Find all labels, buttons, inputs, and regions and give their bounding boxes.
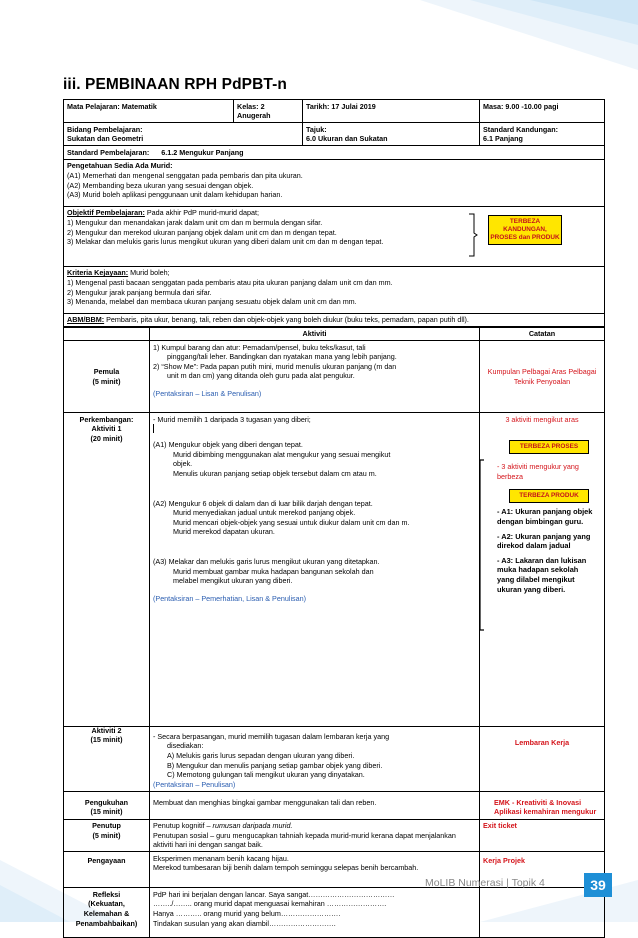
task-a1-title: (A1) Mengukur objek yang diberi dengan tepat.: [153, 440, 303, 450]
lesson-plan-document: [63, 99, 604, 938]
activity2-line: - Secara berpasangan, murid memilih tugasan dalam lembaran kerja yang: [153, 731, 390, 741]
development-note-levels: 3 aktiviti mengikut aras: [505, 414, 579, 424]
task-a3-line: Murid membuat gambar muka hadapan bangunan sekolah dan: [173, 566, 374, 576]
activities-table-continued: [63, 726, 605, 938]
closure-note: Exit ticket: [480, 819, 605, 852]
starter-line: unit m dan cm) yang ditanda oleh guru pada alat pengukur.: [167, 371, 355, 381]
closure-label: Penutup (5 minit): [64, 819, 150, 852]
task-a3-title: (A3) Melakar dan melukis garis lurus mengikut ukuran yang ditetapkan.: [153, 556, 380, 566]
materials-value: Pembaris, pita ukur, benang, tali, reben dan objek-objek yang boleh diukur (buku teks, pemadam, papan putih dll).: [104, 315, 469, 325]
development-bracket: [477, 459, 485, 631]
product-badge: TERBEZA PRODUK: [509, 489, 589, 503]
topic-cell: [303, 123, 480, 146]
product-item: - A3: Lakaran dan lukisan muka hadapan sekolah yang dilabel mengikut ukuran yang diberi.: [497, 555, 587, 594]
activity2-line: disediakan:: [167, 741, 204, 751]
development-intro: - Murid memilih 1 daripada 3 tugasan yang diberi;: [153, 414, 311, 424]
objective-item: 2) Mengukur dan merekod ukuran panjang objek dalam unit cm dan m dengan tepat.: [67, 227, 337, 237]
closure-social: Penutupan sosial – guru mengucapkan tahniah kepada murid-murid kerana dapat menjalankan aktiviti hari ini dengan sangat baik.: [153, 830, 456, 850]
learning-standard-cell: [64, 146, 605, 160]
objectives-heading: Objektif Pembelajaran:: [67, 208, 145, 218]
content-standard-cell: [480, 123, 605, 146]
page-number: 39: [584, 873, 612, 897]
activity2-line: C) Memotong gulungan tali mengikut ukuran yang dinyatakan.: [167, 770, 365, 780]
prior-knowledge-heading: Pengetahuan Sedia Ada Murid:: [67, 161, 173, 171]
enrichment-line: Eksperimen menanam benih kacang hijau.: [153, 853, 289, 863]
activity2-assessment: (Pentaksiran – Penulisan): [153, 779, 236, 789]
prior-knowledge-item: (A3) Murid boleh aplikasi penggunaan unit dalam kehidupan harian.: [67, 190, 283, 200]
starter-label: Pemula (5 minit): [64, 341, 150, 413]
learning-area-label: Bidang Pembelajaran:: [67, 124, 143, 134]
learning-standard-value: 6.1.2 Mengukur Panjang: [161, 147, 244, 157]
prior-knowledge-cell: [64, 159, 605, 206]
product-item: - A2: Ukuran panjang yang direkod dalam jadual: [497, 531, 591, 551]
reflection-line: Tindakan susulan yang akan diambil……………………….: [153, 918, 336, 928]
prior-knowledge-item: (A1) Memerhati dan mengenal senggatan pada pembaris dan pita ukuran.: [67, 171, 303, 181]
enrichment-note: Kerja Projek: [480, 852, 605, 888]
subject-cell: Mata Pelajaran: Matematik: [64, 100, 234, 123]
topic-value: 6.0 Ukuran dan Sukatan: [306, 134, 388, 144]
product-item: - A1: Ukuran panjang objek dengan bimbingan guru.: [497, 507, 593, 526]
starter-assessment: (Pentaksiran – Lisan & Penulisan): [153, 388, 262, 398]
closure-cognitive: Penutup kognitif –: [153, 821, 213, 831]
content-standard-label: Standard Kandungan:: [483, 124, 559, 134]
task-a2-line: Murid menyediakan jadual untuk merekod panjang objek.: [173, 508, 356, 518]
task-a1-line: Menulis ukuran panjang setiap objek tersebut dalam cm atau m.: [173, 468, 377, 478]
objectives-bracket: [468, 213, 478, 257]
starter-line: pinggang/tali leher. Bandingkan dan nyatakan mana yang lebih panjang.: [167, 352, 397, 362]
reflection-line: ……../…….. orang murid dapat menguasai kemahiran …………………….: [153, 899, 387, 909]
page-title: iii. PEMBINAAN RPH PdPBT-n: [63, 76, 287, 93]
success-criteria-item: 2) Mengukur jarak panjang bermula dari sifar.: [67, 287, 212, 297]
objective-item: 1) Mengukur dan menandakan jarak dalam unit cm dan m bermula dengan sifar.: [67, 217, 323, 227]
materials-label: ABM/BBM:: [67, 315, 105, 325]
date-cell: Tarikh: 17 Julai 2019: [303, 100, 480, 123]
activity2-line: B) Mengukur dan menulis panjang setiap gambar objek yang diberi.: [167, 760, 383, 770]
reflection-line: PdP hari ini berjalan dengan lancar. Saya sangat………………………………: [153, 889, 395, 899]
time-cell: Masa: 9.00 -10.00 pagi: [480, 100, 605, 123]
activity2-label-cell: [64, 726, 150, 791]
task-a1-line: Murid dibimbing menggunakan alat mengukur yang sesuai mengikut: [173, 449, 391, 459]
activities-table: [63, 327, 605, 728]
development-assessment: (Pentaksiran – Pemerhatian, Lisan & Penulisan): [153, 593, 307, 603]
product-items: [497, 507, 595, 594]
reflection-line: Hanya ……….. orang murid yang belum…………………….: [153, 909, 341, 919]
activity2-label: Aktiviti 2 (15 minit): [90, 725, 123, 745]
task-a2-title: (A2) Mengukur 6 objek di dalam dan di luar bilik darjah dengan tepat.: [153, 498, 373, 508]
development-label: Perkembangan: Aktiviti 1 (20 minit): [79, 414, 134, 443]
empty-header-cell: [64, 327, 150, 341]
learning-standard-label: Standard Pembelajaran:: [67, 147, 150, 157]
reinforcement-note: EMK - Kreativiti & Inovasi Aplikasi kemahiran mengukur: [480, 791, 605, 819]
header-table: [63, 99, 605, 327]
learning-area-cell: [64, 123, 303, 146]
success-criteria-heading: Kriteria Kejayaan:: [67, 268, 129, 278]
activities-column-header: Aktiviti: [150, 327, 480, 341]
prior-knowledge-item: (A2) Membanding beza ukuran yang sesuai dengan objek.: [67, 180, 254, 190]
starter-content: [150, 341, 480, 413]
task-a2-line: Murid merekod dapatan ukuran.: [173, 527, 275, 537]
reflection-content: [150, 888, 480, 938]
success-criteria-intro: Murid boleh;: [128, 268, 170, 278]
starter-line: 1) Kumpul barang dan atur: Pemadam/pensel, buku teks/kasut, tali: [153, 342, 366, 352]
learning-area-value: Sukatan dan Geometri: [67, 134, 144, 144]
materials-cell: [64, 313, 605, 327]
success-criteria-cell: [64, 266, 605, 313]
content-standard-value: 6.1 Panjang: [483, 134, 523, 144]
task-a1-line: objek.: [173, 459, 193, 469]
notes-column-header: Catatan: [480, 327, 605, 341]
differentiation-badge: TERBEZA KANDUNGAN, PROSES dan PRODUK: [488, 215, 562, 245]
starter-notes: Kumpulan Pelbagai Aras Pelbagai Teknik Penyoalan: [480, 341, 605, 413]
starter-line: 2) “Show Me”: Pada papan putih mini, murid menulis ukuran panjang (m dan: [153, 361, 397, 371]
task-a3-line: melabel mengikut ukuran yang diberi.: [173, 576, 293, 586]
success-criteria-item: 3) Menanda, melabel dan membaca ukuran panjang sesuatu objek dalam unit cm dan mm.: [67, 297, 357, 307]
enrichment-label: Pengayaan: [64, 852, 150, 888]
development-label-cell: [64, 413, 150, 727]
development-notes: [480, 413, 605, 727]
process-badge: TERBEZA PROSES: [509, 440, 589, 454]
process-note: - 3 aktiviti mengukur yang berbeza: [497, 462, 579, 481]
reflection-label: Refleksi (Kekuatan, Kelemahan & Penambahbaikan): [64, 888, 150, 938]
objectives-intro: Pada akhir PdP murid-murid dapat;: [144, 208, 260, 218]
reinforcement-content: Membuat dan menghias bingkai gambar menggunakan tali dan reben.: [150, 791, 480, 819]
corner-decoration-top: [0, 0, 638, 70]
closure-cognitive-detail: rumusan daripada murid.: [212, 821, 293, 831]
task-a2-line: Murid mencari objek-objek yang sesuai untuk diukur dalam unit cm dan m.: [173, 517, 410, 527]
activity2-note: Lembaran Kerja: [480, 726, 605, 791]
topic-label: Tajuk:: [306, 124, 327, 134]
activity2-content: [150, 726, 480, 791]
objective-item: 3) Melakar dan melukis garis lurus mengikut ukuran yang diberi dalam unit cm dan m dengan tepat.: [67, 237, 384, 247]
development-content: [150, 413, 480, 727]
closure-content: [150, 819, 480, 852]
activity2-line: A) Melukis garis lurus sepadan dengan ukuran yang diberi.: [167, 751, 355, 760]
reinforcement-label: Pengukuhan (15 minit): [64, 791, 150, 819]
success-criteria-item: 1) Mengenal pasti bacaan senggatan pada pembaris atau pita ukuran panjang dalam unit cm dan mm.: [67, 277, 393, 287]
class-cell: Kelas: 2 Anugerah: [234, 100, 303, 123]
enrichment-line: Merekod tumbesaran biji benih dalam tempoh seminggu selepas benih bercambah.: [153, 863, 419, 873]
objectives-cell: [64, 206, 605, 266]
footer-text: MoLIB Numerasi | Topik 4: [425, 877, 545, 889]
